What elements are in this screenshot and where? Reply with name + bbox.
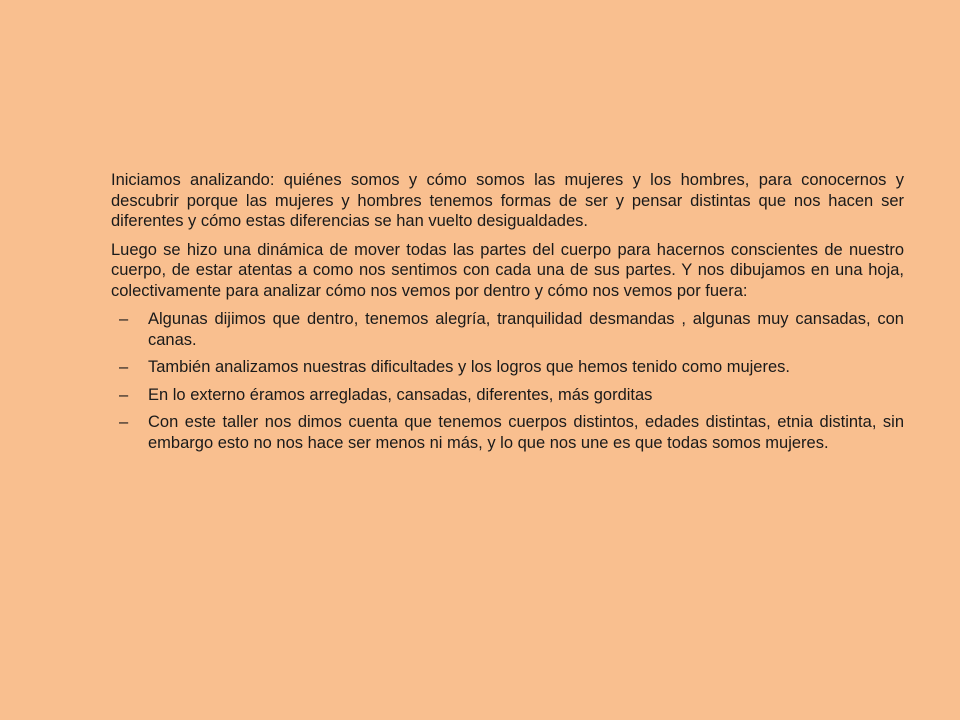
list-item-text: Con este taller nos dimos cuenta que tenemos cuerpos distintos, edades distintas, etnia distinta, sin embargo esto no nos hace ser menos ni más, y lo que nos une es que todas somos mujeres.: [148, 413, 904, 452]
dash-bullet-icon: –: [119, 385, 129, 404]
list-item: [111, 357, 904, 378]
intro-paragraph: Iniciamos analizando: quiénes somos y cómo somos las mujeres y los hombres, para conocernos y descubrir porque las mujeres y hombres tenemos formas de ser y pensar distintas que nos hacen ser diferentes y cómo estas diferencias se han vuelto desigualdades.: [111, 171, 904, 230]
list-item: [111, 385, 904, 406]
list-item: [111, 412, 904, 453]
dash-bullet-icon: –: [119, 413, 129, 431]
list-item-text: También analizamos nuestras dificultades y los logros que hemos tenido como mujeres.: [148, 358, 790, 376]
list-item-text: Algunas dijimos que dentro, tenemos alegría, tranquilidad desmandas , algunas muy cansadas, con canas.: [148, 310, 904, 349]
bullet-list: [111, 309, 904, 453]
list-item-text: En lo externo éramos arregladas, cansadas, diferentes, más gorditas: [148, 385, 653, 404]
dash-bullet-icon: –: [119, 310, 129, 328]
activity-paragraph: Luego se hizo una dinámica de mover todas las partes del cuerpo para hacernos conscientes de nuestro cuerpo, de estar atentas a como nos sentimos con cada una de sus partes. Y nos dibujamos en una hoja, colectivamente para analizar cómo nos vemos por dentro y cómo nos vemos por fuera:: [111, 240, 904, 300]
dash-bullet-icon: –: [119, 358, 129, 376]
slide-body: [111, 170, 904, 460]
list-item: [111, 309, 904, 350]
